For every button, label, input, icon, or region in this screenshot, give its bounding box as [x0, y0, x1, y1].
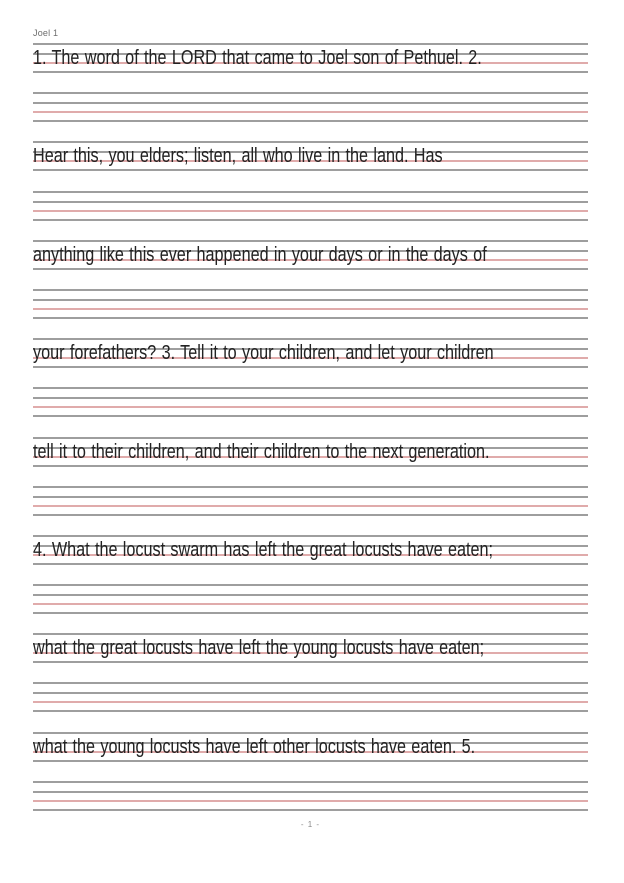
- guide-rule-mid: [33, 299, 588, 301]
- blank-practice-row: [33, 486, 588, 516]
- writing-row: [33, 338, 588, 368]
- baseline-rule-red: [33, 308, 588, 310]
- guide-rule-bottom: [33, 514, 588, 516]
- guide-rule-top: [33, 486, 588, 488]
- page-header-reference: Joel 1: [33, 28, 59, 38]
- writing-row: [33, 240, 588, 270]
- guide-rule-mid: [33, 102, 588, 104]
- blank-practice-row: [33, 584, 588, 614]
- writing-row: [33, 141, 588, 171]
- baseline-rule-red: [33, 505, 588, 507]
- guide-rule-bottom: [33, 612, 588, 614]
- guide-rule-top: [33, 92, 588, 94]
- blank-practice-row: [33, 682, 588, 712]
- ruled-sheet: [33, 43, 588, 811]
- writing-row: [33, 732, 588, 762]
- writing-row: [33, 535, 588, 565]
- blank-practice-row: [33, 289, 588, 319]
- blank-practice-row: [33, 781, 588, 811]
- guide-rule-bottom: [33, 809, 588, 811]
- guide-rule-mid: [33, 692, 588, 694]
- guide-rule-top: [33, 781, 588, 783]
- baseline-rule-red: [33, 111, 588, 113]
- verse-text: 1. The word of the LORD that came to Joel son of Pethuel. 2.: [33, 47, 482, 69]
- guide-rule-bottom: [33, 415, 588, 417]
- writing-row: [33, 43, 588, 73]
- verse-text: Hear this, you elders; listen, all who live in the land. Has: [33, 145, 443, 168]
- blank-practice-row: [33, 387, 588, 417]
- verse-text: what the young locusts have left other locusts have eaten. 5.: [33, 735, 476, 758]
- blank-practice-row: [33, 92, 588, 122]
- guide-rule-top: [33, 682, 588, 684]
- verse-text: your forefathers? 3. Tell it to your children, and let your children: [33, 342, 494, 365]
- guide-rule-mid: [33, 397, 588, 399]
- verse-text: tell it to their children, and their children to the next generation.: [33, 440, 490, 463]
- baseline-rule-red: [33, 603, 588, 605]
- guide-rule-top: [33, 289, 588, 291]
- guide-rule-bottom: [33, 317, 588, 319]
- verse-text: anything like this ever happened in your days or in the days of: [33, 243, 487, 266]
- writing-row: [33, 633, 588, 663]
- guide-rule-mid: [33, 201, 588, 203]
- guide-rule-mid: [33, 496, 588, 498]
- guide-rule-mid: [33, 594, 588, 596]
- baseline-rule-red: [33, 210, 588, 212]
- guide-rule-top: [33, 387, 588, 389]
- writing-row: [33, 437, 588, 467]
- guide-rule-top: [33, 584, 588, 586]
- guide-rule-bottom: [33, 710, 588, 712]
- blank-practice-row: [33, 191, 588, 221]
- guide-rule-mid: [33, 791, 588, 793]
- verse-text: 4. What the locust swarm has left the great locusts have eaten;: [33, 538, 494, 561]
- guide-rule-top: [33, 191, 588, 193]
- verse-text: what the great locusts have left the young locusts have eaten;: [33, 637, 485, 660]
- guide-rule-bottom: [33, 219, 588, 221]
- baseline-rule-red: [33, 800, 588, 802]
- baseline-rule-red: [33, 406, 588, 408]
- page-number: - 1 -: [300, 820, 321, 829]
- guide-rule-bottom: [33, 120, 588, 122]
- baseline-rule-red: [33, 701, 588, 703]
